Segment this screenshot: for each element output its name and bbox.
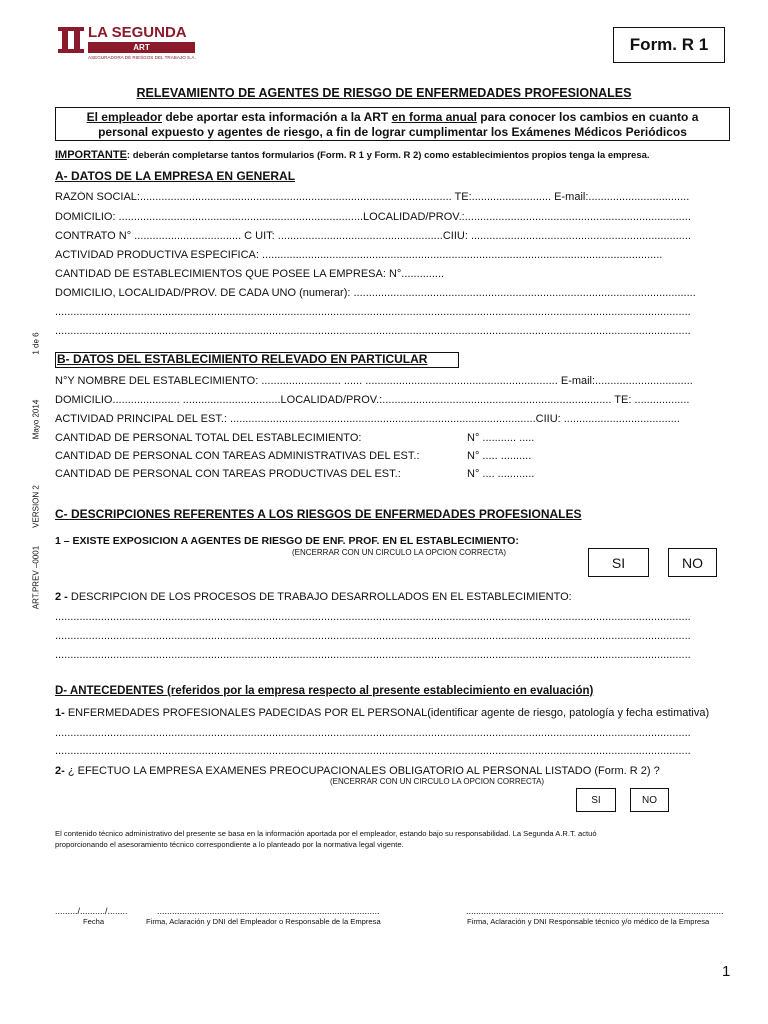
c-no-label: NO [682, 554, 703, 571]
notice-line-2: personal expuesto y agentes de riesgo, a fin de lograr cumplimentar los Exámenes Médicos Periódicos [98, 125, 687, 139]
notice-annual: en forma anual [391, 110, 477, 124]
d-no-label: NO [642, 794, 657, 806]
section-c-q1-note: (ENCERRAR CON UN CIRCULO LA OPCION CORRECTA) [292, 548, 507, 557]
dotted-line[interactable]: ................................................................................................................................................................................................................ [55, 306, 691, 318]
notice-line-1 [56, 110, 729, 125]
section-d-title: D- ANTECEDENTES (referidos por la empresa respecto al presente establecimiento en evaluación) [55, 685, 594, 697]
domicilio-field[interactable]: DOMICILIO: ................................................................................LOCALIDAD/PROV.:.......................................................................... [55, 211, 691, 223]
personal-admin-field[interactable]: N° ..... .......... [467, 450, 532, 462]
personal-productivo-label: CANTIDAD DE PERSONAL CON TAREAS PRODUCTIVAS DEL EST.: [55, 468, 401, 480]
actividad-principal-field[interactable]: ACTIVIDAD PRINCIPAL DEL EST.: ....................................................................................................CIIU: ...................................... [55, 413, 680, 425]
disclaimer-line-1: El contenido técnico administrativo del presente se basa en la información aportada por el empleador, estando bajo su responsabilidad. La Segunda A.R.T. actuó [55, 829, 597, 838]
page-title: RELEVAMIENTO DE AGENTES DE RIESGO DE ENFERMEDADES PROFESIONALES [136, 86, 632, 100]
side-page-of: 1 de 6 [31, 332, 41, 355]
logo-sub: ART [133, 43, 150, 52]
c-si-option[interactable] [588, 548, 649, 577]
importante-note [55, 149, 650, 161]
section-d-q1-num: 1- [55, 707, 65, 719]
cantidad-establecimientos-field[interactable]: CANTIDAD DE ESTABLECIMIENTOS QUE POSEE LA EMPRESA: N°.............. [55, 268, 445, 280]
logo [57, 24, 197, 68]
dotted-line[interactable]: ................................................................................................................................................................................................................ [55, 727, 691, 739]
actividad-field[interactable]: ACTIVIDAD PRODUCTIVA ESPECIFICA: ................................................................................................................................... [55, 249, 663, 261]
logo-text: LA SEGUNDA [88, 24, 187, 41]
dotted-line[interactable]: ................................................................................................................................................................................................................ [55, 611, 691, 623]
form-label-box [613, 27, 725, 63]
notice-text-1: debe aportar esta información a la ART [161, 110, 392, 124]
section-a-title: A- DATOS DE LA EMPRESA EN GENERAL [55, 169, 296, 183]
notice-box [55, 107, 730, 141]
personal-admin-label: CANTIDAD DE PERSONAL CON TAREAS ADMINISTRATIVAS DEL EST.: [55, 450, 420, 462]
technical-signature-field[interactable]: ....................................................................................................... [466, 906, 724, 916]
dotted-line[interactable]: ................................................................................................................................................................................................................ [55, 630, 691, 642]
section-b-title: B- DATOS DEL ESTABLECIMIENTO RELEVADO EN PARTICULAR [57, 352, 428, 366]
section-d-q2 [55, 765, 660, 777]
contrato-field[interactable]: CONTRATO N° ................................... C UIT: ......................................................CIIU: ........................................................................ [55, 230, 691, 242]
dotted-line[interactable]: ................................................................................................................................................................................................................ [55, 325, 691, 337]
technical-signature-label: Firma, Aclaración y DNI Responsable técnico y/o médico de la Empresa [467, 917, 710, 926]
section-c-q2-num: 2 - [55, 591, 68, 603]
employer-signature-field[interactable]: ......................................................................................... [157, 906, 380, 916]
domicilio-establecimiento-field[interactable]: DOMICILIO...................... ................................LOCALIDAD/PROV.:........................................................................... TE: .................. [55, 394, 690, 406]
section-d-q2-num: 2- [55, 765, 65, 777]
importante-label: IMPORTANTE [55, 149, 127, 161]
c-no-option[interactable] [668, 548, 717, 577]
section-c-q1: 1 – EXISTE EXPOSICION A AGENTES DE RIESGO DE ENF. PROF. EN EL ESTABLECIMIENTO: [55, 535, 519, 547]
employer-signature-label: Firma, Aclaración y DNI del Empleador o Responsable de la Empresa [146, 917, 381, 926]
section-c-q2 [55, 591, 572, 603]
section-d-q1 [55, 707, 709, 719]
d-no-option[interactable] [630, 788, 669, 812]
domicilio-cada-uno-field[interactable]: DOMICILIO, LOCALIDAD/PROV. DE CADA UNO (numerar): ................................................................................................................ [55, 287, 696, 299]
dotted-line[interactable]: ................................................................................................................................................................................................................ [55, 745, 691, 757]
d-si-option[interactable] [576, 788, 616, 812]
personal-productivo-field[interactable]: N° .... ............ [467, 468, 535, 480]
logo-tagline: ASEGURADORA DE RIESGOS DEL TRABAJO S.A. [88, 55, 196, 60]
side-date: Mayo 2014 [31, 399, 41, 440]
disclaimer-line-2: proporcionando el asesoramiento técnico correspondiente a lo planteado por la normativa legal vigente. [55, 840, 404, 849]
section-d-q2-text: ¿ EFECTUO LA EMPRESA EXAMENES PREOCUPACIONALES OBLIGATORIO AL PERSONAL LISTADO (Form. R 2) ? [64, 765, 660, 777]
side-version: VERSION 2 [31, 485, 41, 528]
notice-text-2: para conocer los cambios en cuanto a [476, 110, 699, 124]
section-b-title-box [55, 352, 459, 368]
logo-mark-icon [57, 26, 85, 54]
personal-total-label: CANTIDAD DE PERSONAL TOTAL DEL ESTABLECIMIENTO: [55, 432, 362, 444]
logo-sub-bar [88, 42, 195, 53]
section-c-title: C- DESCRIPCIONES REFERENTES A LOS RIESGOS DE ENFERMEDADES PROFESIONALES [55, 507, 582, 521]
date-field[interactable]: ........./........../........ [55, 906, 128, 916]
razon-social-field[interactable]: RAZÓN SOCIAL:...................................................................................................... TE:.......................... E-mail:................................. [55, 191, 690, 203]
c-si-label: SI [611, 554, 626, 571]
importante-text: : deberán completarse tantos formularios (Form. R 1 y Form. R 2) como establecimientos propios tenga la empresa. [126, 150, 650, 161]
section-d-q1-text: ENFERMEDADES PROFESIONALES PADECIDAS POR EL PERSONAL(identificar agente de riesgo, patología y fecha estimativa) [64, 707, 710, 719]
d-si-label: SI [591, 794, 601, 806]
date-label: Fecha [83, 917, 105, 926]
personal-total-field[interactable]: N° ........... ..... [467, 432, 535, 444]
section-d-q2-note: (ENCERRAR CON UN CIRCULO LA OPCION CORRECTA) [330, 777, 545, 786]
dotted-line[interactable]: ................................................................................................................................................................................................................ [55, 649, 691, 661]
page-number: 1 [722, 963, 731, 980]
notice-employer: El empleador [86, 110, 162, 124]
side-code: ART.PREV –0001 [31, 545, 41, 610]
nombre-establecimiento-field[interactable]: N°Y NOMBRE DEL ESTABLECIMIENTO: .......................... ...... ............................................................... E-mail:................................ [55, 375, 693, 387]
form-label: Form. R 1 [629, 35, 709, 54]
section-c-q2-text: DESCRIPCION DE LOS PROCESOS DE TRABAJO DESARROLLADOS EN EL ESTABLECIMIENTO: [67, 591, 572, 603]
